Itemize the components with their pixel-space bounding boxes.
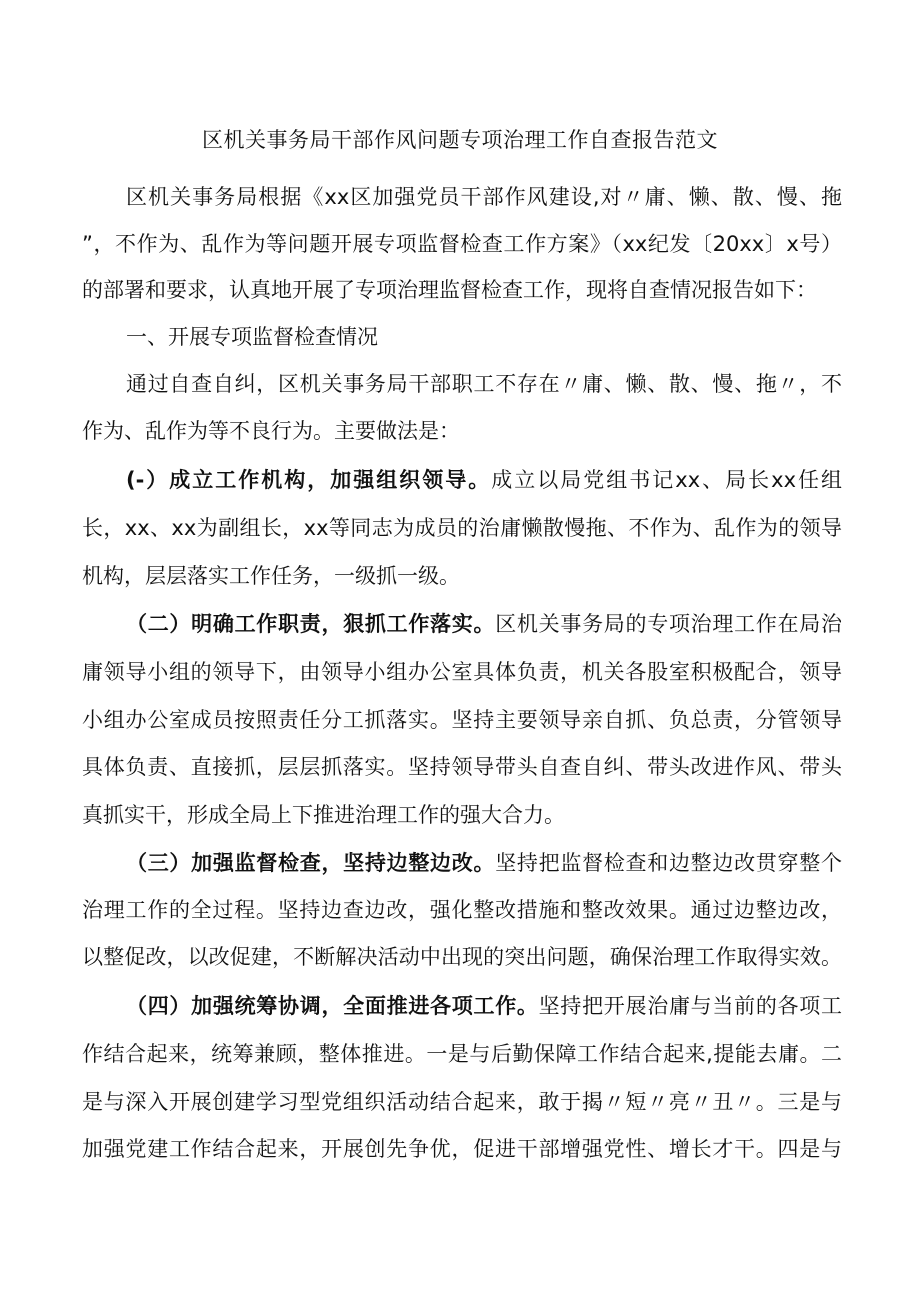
intro-line-1: 区机关事务局根据《xx区加强党员干部作风建设,对〃庸、懒、散、慢、拖 — [126, 185, 842, 209]
item3-line-3: 以整促改，以改促建，不断解决活动中出现的突出问题，确保治理工作取得实效。 — [82, 945, 842, 969]
item4-line-3: 是与深入开展创建学习型党组织活动结合起来，敢于揭〃短〃亮〃丑〃。三是与 — [82, 1090, 842, 1114]
item4-first-line — [126, 990, 842, 1022]
item3-line-1: 坚持把监督检查和边整边改贯穿整个 — [495, 851, 842, 875]
item1-line-2: 长，xx、xx为副组长，xx等同志为成员的治庸懒散慢拖、不作为、乱作为的领导 — [82, 516, 842, 540]
item1-heading: (-）成立工作机构，加强组织领导。 — [126, 468, 492, 492]
item2-line-3: 小组办公室成员按照责任分工抓落实。坚持主要领导亲自抓、负总责，分管领导 — [82, 708, 842, 732]
item3-line-2: 治理工作的全过程。坚持边查边改，强化整改措施和整改效果。通过边整边改， — [82, 898, 842, 922]
item4-heading: （四）加强统筹协调，全面推进各项工作。 — [126, 994, 539, 1018]
item3-first-line — [126, 847, 842, 879]
summary-line-1: 通过自查自纠，区机关事务局干部职工不存在〃庸、懒、散、慢、拖〃，不 — [126, 372, 842, 396]
intro-line-2: ”，不作为、乱作为等问题开展专项监督检查工作方案》（xx纪发〔20xx〕x号） — [82, 232, 842, 256]
item2-line-5: 真抓实干，形成全局上下推进治理工作的强大合力。 — [82, 803, 565, 827]
item2-line-2: 庸领导小组的领导下，由领导小组办公室具体负责，机关各股室积极配合，领导 — [82, 660, 842, 684]
section-heading: 一、开展专项监督检查情况 — [126, 325, 378, 349]
item2-first-line — [126, 608, 842, 640]
item4-line-1: 坚持把开展治庸与当前的各项工 — [538, 994, 842, 1018]
item1-line-3: 机构，层层落实工作任务，一级抓一级。 — [82, 564, 460, 588]
document-title: 区机关事务局干部作风问题专项治理工作自查报告范文 — [202, 128, 718, 152]
item2-line-4: 具体负责、直接抓，层层抓落实。坚持领导带头自查自纠、带头改进作风、带头 — [82, 755, 842, 779]
item1-line-1: 成立以局党组书记xx、局长xx任组 — [491, 468, 842, 492]
item2-line-1: 区机关事务局的专项治理工作在局治 — [495, 612, 842, 636]
item4-line-4: 加强党建工作结合起来，开展创先争优，促进干部增强党性、增长才干。四是与 — [82, 1137, 842, 1161]
item4-line-2: 作结合起来，统筹兼顾，整体推进。一是与后勤保障工作结合起来,提能去庸。二 — [82, 1042, 842, 1066]
item1-first-line — [126, 464, 842, 496]
item3-heading: （三）加强监督检查，坚持边整边改。 — [126, 851, 496, 875]
summary-line-2: 作为、乱作为等不良行为。主要做法是： — [82, 419, 460, 443]
intro-line-3: 的部署和要求，认真地开展了专项治理监督检查工作，现将自查情况报告如下： — [82, 278, 817, 302]
item2-heading: （二）明确工作职责，狠抓工作落实。 — [126, 612, 496, 636]
